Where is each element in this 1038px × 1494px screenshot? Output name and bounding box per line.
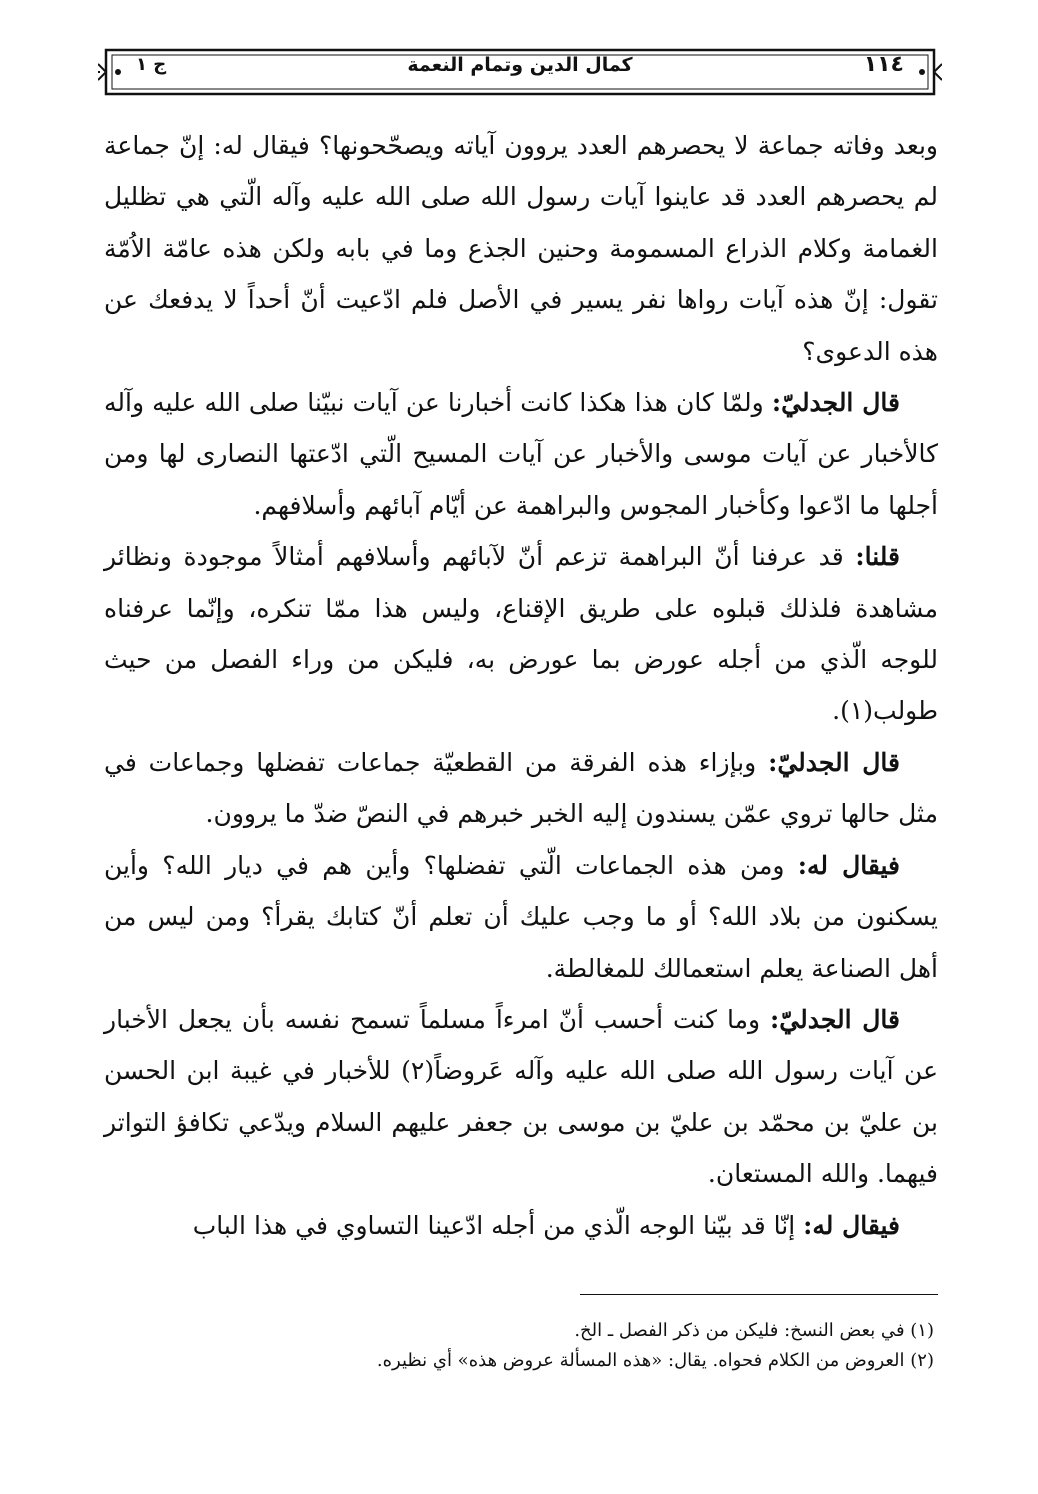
footnote-divider bbox=[580, 1294, 938, 1295]
main-text bbox=[104, 120, 938, 1251]
volume-label: ج ١ bbox=[136, 54, 167, 75]
speaker-label: فيقال له: bbox=[803, 1210, 900, 1240]
speaker-label: قال الجدليّ: bbox=[771, 388, 901, 418]
footnotes bbox=[104, 1316, 934, 1376]
running-title: كمال الدين وتمام النعمة bbox=[407, 54, 633, 76]
page-header bbox=[98, 44, 942, 100]
paragraph bbox=[104, 1200, 938, 1251]
paragraph-text: قد عرفنا أنّ البراهمة تزعم أنّ لآبائهم وأسلافهم أمثالاً موجودة ونظائر مشاهدة فلذلك قبلوه على طريق الإقناع، وليس هذا ممّا تنكره، وإنّما عرفناه للوجه الّذي من أجله عورض بما عورض به، فليكن من وراء الفصل من حيث طولب(١). bbox=[104, 542, 938, 726]
speaker-label: قلنا: bbox=[855, 542, 900, 572]
paragraph-text: وبعد وفاته جماعة لا يحصرهم العدد يروون آياته ويصحّحونها؟ فيقال له: إنّ جماعة لم يحصرهم العدد قد عاينوا آيات رسول الله صلى الله عليه وآله الّتي هي تظليل الغمامة وكلام الذراع المسمومة وحنين الجذع وما في بابه ولكن هذه عامّة الاُمّة تقول: إنّ هذه آيات رواها نفر يسير في الأصل فلم ادّعيت أنّ أحداً لا يدفعك عن هذه الدعوى؟ bbox=[104, 131, 938, 366]
paragraph bbox=[104, 994, 938, 1200]
paragraph-text: وما كنت أحسب أنّ امرءاً مسلماً تسمح نفسه بأن يجعل الأخبار عن آيات رسول الله صلى الله عليه وآله عَروضاً(٢) للأخبار في غيبة ابن الحسن بن عليّ بن محمّد بن عليّ بن موسى بن جعفر عليهم السلام ويدّعي تكافؤ التواتر فيهما. والله المستعان. bbox=[104, 1004, 938, 1189]
page-number: ١١٤ bbox=[863, 52, 904, 77]
speaker-label: فيقال له: bbox=[797, 850, 900, 880]
paragraph-text: وبإزاء هذه الفرقة من القطعيّة جماعات تفضلها وجماعات في مثل حالها تروي عمّن يسندون إليه الخبر خبرهم في النصّ ضدّ ما يروون. bbox=[104, 747, 938, 829]
paragraph bbox=[104, 840, 938, 994]
speaker-label: قال الجدليّ: bbox=[768, 747, 900, 777]
footnote: (٢) العروض من الكلام فحواه. يقال: «هذه المسألة عروض هذه» أي نظيره. bbox=[376, 1350, 934, 1371]
footnote: (١) في بعض النسخ: فليكن من ذكر الفصل ـ الخ. bbox=[574, 1320, 934, 1341]
paragraph bbox=[104, 737, 938, 840]
paragraph bbox=[104, 377, 938, 531]
speaker-label: قال الجدليّ: bbox=[770, 1004, 900, 1034]
paragraph bbox=[104, 531, 938, 737]
paragraph-text: إنّا قد بيّنا الوجه الّذي من أجله ادّعينا التساوي في هذا الباب bbox=[192, 1210, 804, 1240]
paragraph-text: ولمّا كان هذا هكذا كانت أخبارنا عن آيات نبيّنا صلى الله عليه وآله كالأخبار عن آيات موسى والأخبار عن آيات المسيح الّتي ادّعتها النصارى لها ومن أجلها ما ادّعوا وكأخبار المجوس والبراهمة عن أيّام آبائهم وأسلافهم. bbox=[104, 388, 938, 520]
paragraph bbox=[104, 120, 938, 377]
paragraph-text: ومن هذه الجماعات الّتي تفضلها؟ وأين هم في ديار الله؟ وأين يسكنون من بلاد الله؟ أو ما وجب عليك أن تعلم أنّ كتابك يقرأ؟ ومن ليس من أهل الصناعة يعلم استعمالك للمغالطة. bbox=[104, 850, 938, 983]
